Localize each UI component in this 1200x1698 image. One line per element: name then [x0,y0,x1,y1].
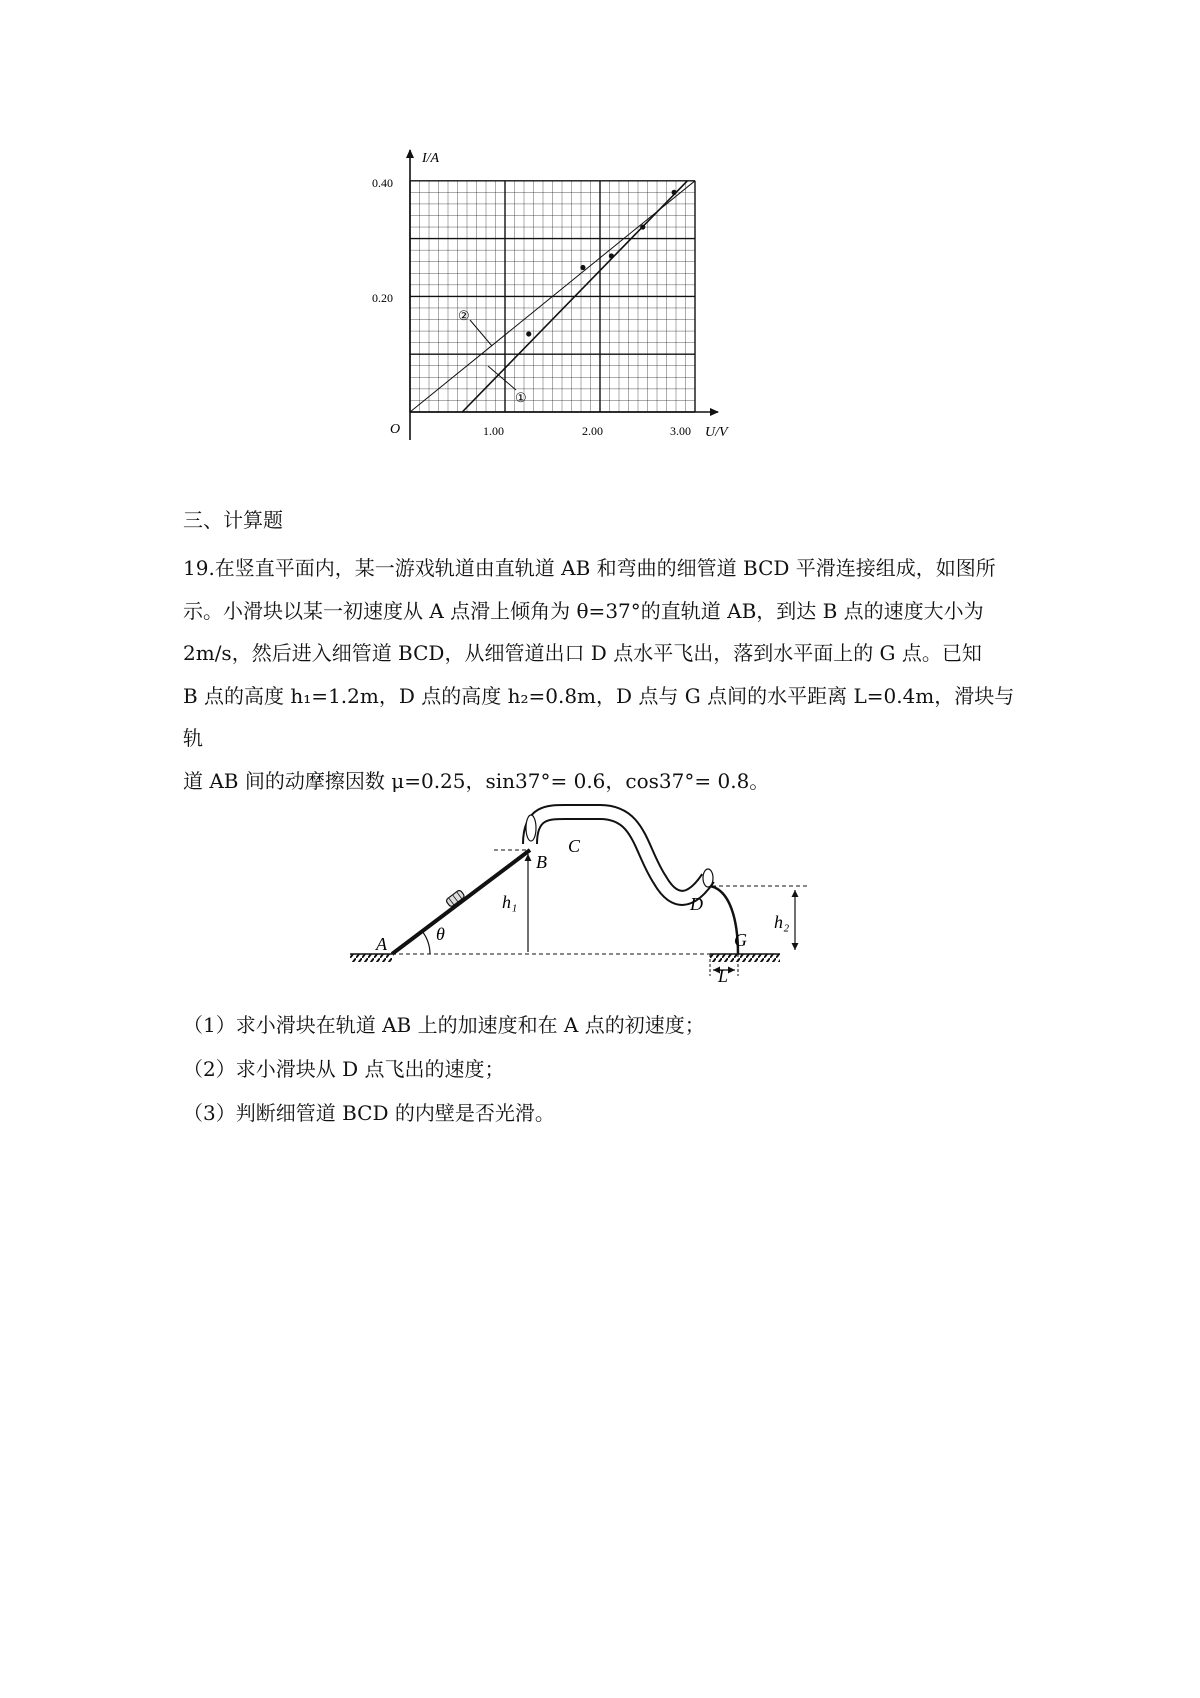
line-2-label: ② [458,308,470,323]
tube-opening-b [526,815,536,841]
problem-line: 2m/s，然后进入细管道 BCD，从细管道出口 D 点水平飞出，落到水平面上的 G 点。已知 [183,641,982,665]
data-points [526,190,677,337]
iu-graph [372,150,800,480]
label-a: A [376,934,387,954]
y-axis-label: I/A [422,151,440,166]
line-1-label: ① [515,390,527,405]
problem-line: B 点的高度 h₁=1.2m，D 点的高度 h₂=0.8m，D 点与 G 点间的水平距离 L=0.4m，滑块与轨 [183,683,1015,750]
problem-line: 19.在竖直平面内，某一游戏轨道由直轨道 AB 和弯曲的细管道 BCD 平滑连接组成，如图所 [183,556,996,580]
x-tick-200: 2.00 [582,424,603,438]
h2-label: h₂ [774,912,790,932]
data-point [640,224,645,229]
origin-label: O [390,422,401,437]
data-point [580,265,585,270]
x-tick-100: 1.00 [483,424,504,438]
question-2: （2）求小滑块从 D 点飞出的速度； [183,1057,505,1081]
track-figure [350,790,870,990]
data-point [526,331,531,336]
y-tick-040: 0.40 [372,176,393,190]
tube-bcd-outer [530,812,708,898]
ground-right [710,954,780,962]
ground-left [350,954,392,962]
label-c: C [568,836,581,856]
question-1: （1）求小滑块在轨道 AB 上的加速度和在 A 点的初速度； [183,1013,705,1037]
section-heading: 三、计算题 [183,508,283,532]
label-g: G [734,930,747,950]
theta-label: θ [436,924,445,944]
slider-block [445,889,465,907]
problem-line: 道 AB 间的动摩擦因数 μ=0.25，sin37°= 0.6，cos37°= 0.8。 [183,768,770,793]
h1-label: h₁ [502,892,518,912]
problem-line: 示。小滑块以某一初速度从 A 点滑上倾角为 θ=37°的直轨道 AB，到达 B 点的速度大小为 [183,598,984,623]
label-b: B [536,852,547,872]
label-d: D [690,894,703,914]
angle-arc [422,931,430,954]
y-tick-020: 0.20 [372,291,393,305]
data-point [609,253,614,258]
question-3: （3）判断细管道 BCD 的内壁是否光滑。 [183,1101,555,1125]
l-label: L [718,966,729,986]
label-2-leader [470,320,492,346]
tube-opening-d [703,869,713,887]
label-1-leader [488,366,516,390]
x-tick-300: 3.00 [670,424,691,438]
problem-statement [183,547,1023,802]
x-axis-label: U/V [705,425,728,440]
data-point [672,190,677,195]
